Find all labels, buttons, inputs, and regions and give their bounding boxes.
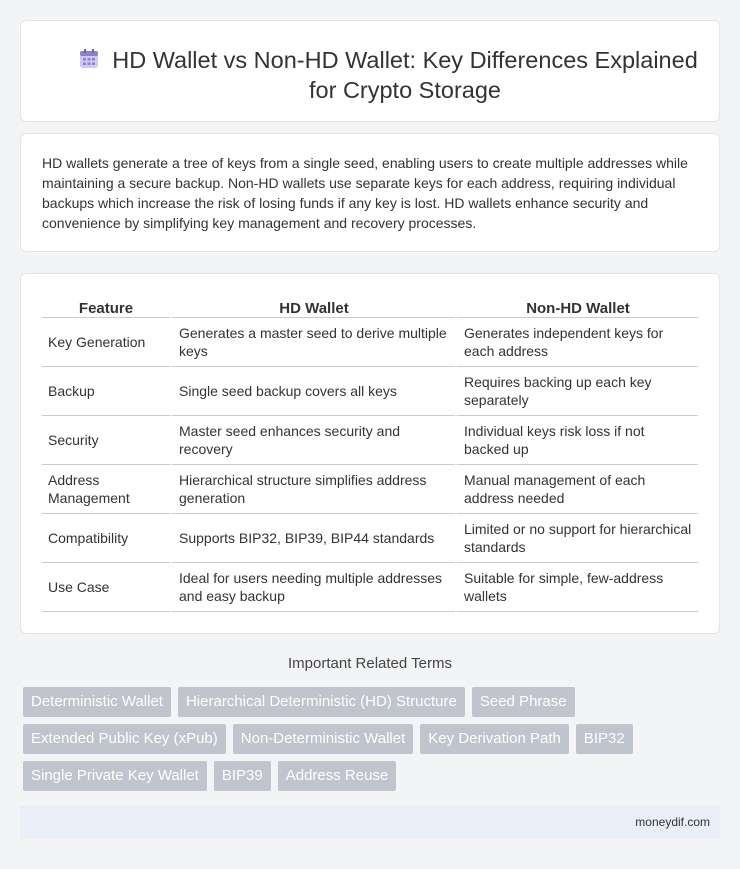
related-term-tag[interactable]: Hierarchical Deterministic (HD) Structure [178, 687, 465, 717]
related-terms-heading: Important Related Terms [288, 655, 452, 672]
hd-cell: Single seed backup covers all keys [170, 367, 455, 416]
header-non-hd-wallet: Non-HD Wallet [455, 296, 698, 318]
header-feature: Feature [42, 296, 170, 318]
table-header-row [42, 296, 698, 318]
related-terms-list [23, 687, 723, 791]
table-row [42, 416, 698, 465]
related-term-tag[interactable]: Non-Deterministic Wallet [233, 724, 413, 754]
non-hd-cell: Individual keys risk loss if not backed up [455, 416, 698, 465]
related-term-tag[interactable]: Deterministic Wallet [23, 687, 171, 717]
page-title: HD Wallet vs Non-HD Wallet: Key Differences Explained for Crypto Storage [112, 47, 698, 103]
footer-bar [20, 806, 720, 839]
non-hd-cell: Manual management of each address needed [455, 465, 698, 514]
table-row [42, 318, 698, 367]
hd-cell: Supports BIP32, BIP39, BIP44 standards [170, 514, 455, 563]
non-hd-cell: Suitable for simple, few-address wallets [455, 563, 698, 612]
related-term-tag[interactable]: Address Reuse [278, 761, 397, 791]
table-row [42, 563, 698, 612]
table-row [42, 514, 698, 563]
header-hd-wallet: HD Wallet [170, 296, 455, 318]
footer-site-link[interactable]: moneydif.com [635, 815, 710, 829]
hd-cell: Master seed enhances security and recovery [170, 416, 455, 465]
related-term-tag[interactable]: Seed Phrase [472, 687, 575, 717]
related-term-tag[interactable]: Extended Public Key (xPub) [23, 724, 226, 754]
non-hd-cell: Limited or no support for hierarchical standards [455, 514, 698, 563]
related-term-tag[interactable]: Single Private Key Wallet [23, 761, 207, 791]
feature-cell: Key Generation [42, 318, 170, 367]
non-hd-cell: Generates independent keys for each address [455, 318, 698, 367]
related-term-tag[interactable]: BIP32 [576, 724, 633, 754]
intro-paragraph: HD wallets generate a tree of keys from a single seed, enabling users to create multiple addresses while maintaining a secure backup. Non-HD wallets use separate keys for each address, requiring individual backups which increase the risk of losing funds if any key is lost. HD wallets enhance security and convenience by simplifying key management and recovery processes. [42, 155, 688, 231]
related-term-tag[interactable]: Key Derivation Path [420, 724, 569, 754]
feature-cell: Address Management [42, 465, 170, 514]
table-row [42, 367, 698, 416]
comparison-card [20, 273, 720, 634]
intro-card [20, 133, 720, 252]
feature-cell: Compatibility [42, 514, 170, 563]
comparison-table [42, 296, 698, 612]
table-row [42, 465, 698, 514]
hd-cell: Generates a master seed to derive multiple keys [170, 318, 455, 367]
title-card [20, 20, 720, 122]
hd-cell: Ideal for users needing multiple addresses and easy backup [170, 563, 455, 612]
non-hd-cell: Requires backing up each key separately [455, 367, 698, 416]
feature-cell: Use Case [42, 563, 170, 612]
hd-cell: Hierarchical structure simplifies address generation [170, 465, 455, 514]
feature-cell: Backup [42, 367, 170, 416]
related-term-tag[interactable]: BIP39 [214, 761, 271, 791]
feature-cell: Security [42, 416, 170, 465]
calendar-grid-icon [78, 48, 100, 70]
